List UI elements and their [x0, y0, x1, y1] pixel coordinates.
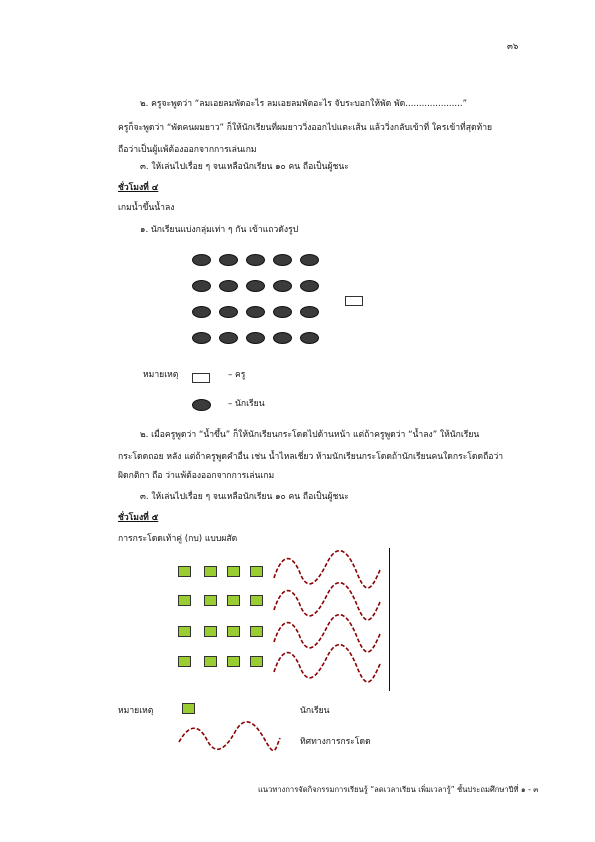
- student-square: [250, 626, 263, 637]
- paragraph-line: ๒. ครูจะพูดว่า “ลมเอยลมพัดอะไร ลมเอยลมพัดอะไร จับระบอกให้พัด พัด.....................”: [140, 99, 468, 109]
- student-marker: [192, 306, 211, 318]
- student-marker: [219, 254, 238, 266]
- legend-label: หมายเหตุ: [143, 370, 179, 380]
- activity-title: การกระโดดเท้าคู่ (กบ) แบบผสัด: [118, 534, 238, 544]
- paragraph-line: ๒. เมื่อครูพูดว่า “น้ำขึ้น” ก็ให้นักเรียนกระโดดไปด้านหน้า แต่ถ้าครูพูดว่า “น้ำลง” ให้นักเรียน: [140, 430, 480, 440]
- student-square: [204, 656, 217, 667]
- student-square: [227, 626, 240, 637]
- teacher-legend-marker: [192, 373, 210, 383]
- legend-student-text: – นักเรียน: [228, 399, 265, 409]
- jump-direction-path: [272, 642, 382, 682]
- legend-teacher-text: – ครู: [228, 370, 246, 380]
- student-marker: [300, 254, 319, 266]
- student-marker: [300, 280, 319, 292]
- student-marker: [273, 306, 292, 318]
- student-marker: [246, 254, 265, 266]
- student-marker: [273, 280, 292, 292]
- paragraph-line: ๓. ให้เล่นไปเรื่อย ๆ จนเหลือนักเรียน ๑๐ คน ถือเป็นผู้ชนะ: [140, 162, 349, 172]
- student-legend-marker: [192, 399, 211, 411]
- student-square: [227, 656, 240, 667]
- legend-student-text: นักเรียน: [300, 706, 330, 716]
- student-square: [204, 566, 217, 577]
- student-marker: [219, 280, 238, 292]
- student-marker: [219, 306, 238, 318]
- student-square: [227, 566, 240, 577]
- student-legend-square: [182, 703, 195, 714]
- student-marker: [273, 332, 292, 344]
- step-text: ๓. ให้เล่นไปเรื่อย ๆ จนเหลือนักเรียน ๑๐ คน ถือเป็นผู้ชนะ: [140, 492, 349, 502]
- page-footer: แนวทางการจัดกิจกรรมการเรียนรู้ “ลดเวลาเรียน เพิ่มเวลารู้” ชั้นประถมศึกษาปีที่ ๑ - ๓: [258, 785, 539, 794]
- student-square: [178, 566, 191, 577]
- student-square: [178, 626, 191, 637]
- student-square: [178, 656, 191, 667]
- student-marker: [192, 280, 211, 292]
- student-marker: [192, 332, 211, 344]
- student-marker: [246, 306, 265, 318]
- paragraph-line: ถือว่าเป็นผู้แพ้ต้องออกจากการเล่นเกม: [118, 145, 257, 155]
- student-marker: [246, 280, 265, 292]
- paragraph-line: กระโดดถอย หลัง แต่ถ้าครูพูดคำอื่น เช่น น้ำไหลเชี่ยว ห้ามนักเรียนกระโดดถ้านักเรียนคนใดกระโดดถือว่า: [118, 452, 504, 462]
- game-title: เกมน้ำขึ้นน้ำลง: [118, 203, 175, 213]
- student-square: [227, 595, 240, 606]
- student-square: [204, 626, 217, 637]
- student-square: [178, 595, 191, 606]
- student-marker: [273, 254, 292, 266]
- legend-label: หมายเหตุ: [118, 706, 154, 716]
- step-text: ๑. นักเรียนแบ่งกลุ่มเท่า ๆ กัน เข้าแถวดังรูป: [140, 225, 299, 235]
- student-marker: [300, 306, 319, 318]
- student-marker: [246, 332, 265, 344]
- period-heading: ชั่วโมงที่ ๔: [118, 183, 159, 193]
- student-marker: [192, 254, 211, 266]
- student-square: [250, 656, 263, 667]
- student-marker: [300, 332, 319, 344]
- finish-line: [389, 548, 390, 691]
- page-number: ๓๖: [507, 42, 519, 52]
- jump-direction-legend-icon: [177, 722, 282, 752]
- student-square: [204, 595, 217, 606]
- paragraph-line: ครูก็จะพูดว่า “พัดคนผมยาว” ก็ให้นักเรียนที่ผมยาววิ่งออกไปแตะเส้น แล้ววิ่งกลับเข้าที่ ใครเข้าที่สุดท้าย: [118, 123, 493, 133]
- student-square: [250, 566, 263, 577]
- teacher-marker: [345, 296, 363, 306]
- student-square: [250, 595, 263, 606]
- student-marker: [219, 332, 238, 344]
- legend-direction-text: ทิศทางการกระโดด: [300, 737, 371, 747]
- paragraph-line: ผิดกติกา ถือ ว่าแพ้ต้องออกจากการเล่นเกม: [118, 471, 275, 481]
- period-heading: ชั่วโมงที่ ๕: [118, 513, 159, 523]
